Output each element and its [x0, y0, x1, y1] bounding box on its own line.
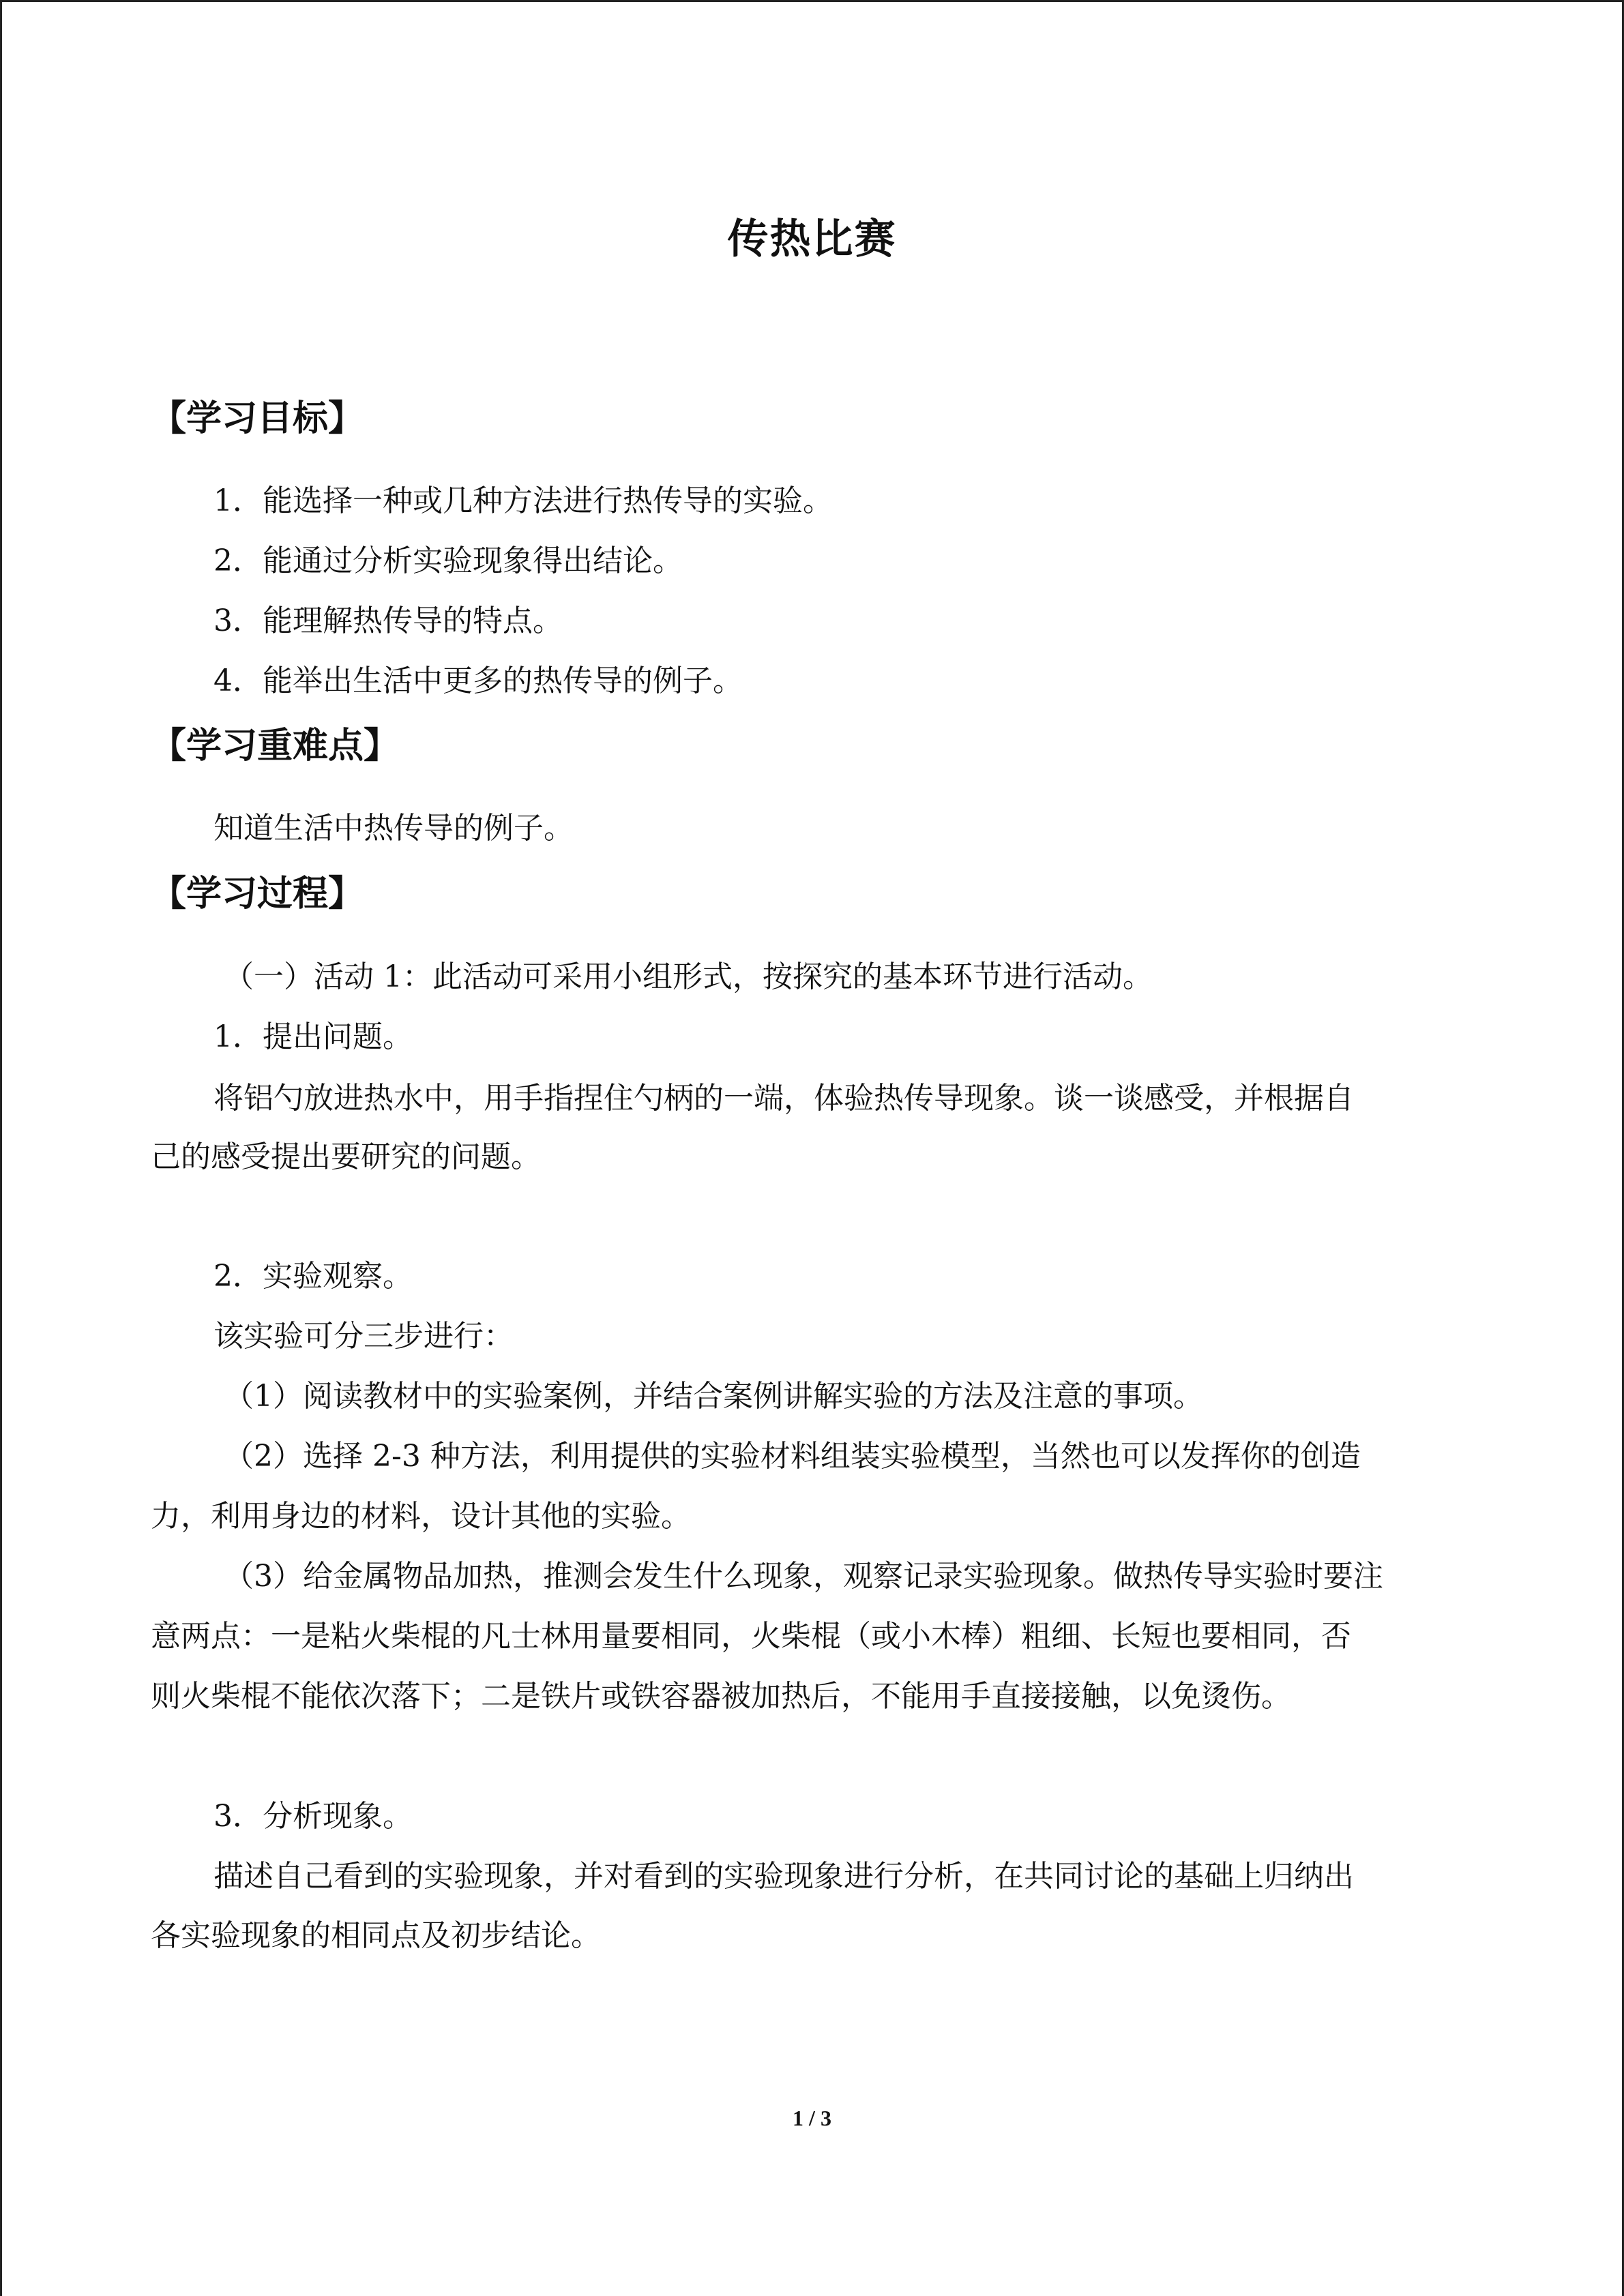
step-2-sub-3-line-3: 则火柴棍不能依次落下；二是铁片或铁容器被加热后，不能用手直接接触，以免烫伤。 — [151, 1679, 1291, 1714]
goal-item-1: 1．能选择一种或几种方法进行热传导的实验。 — [213, 483, 833, 518]
step-2-sub-2-line-2: 力，利用身边的材料，设计其他的实验。 — [151, 1499, 691, 1534]
activity-1-text: （一）活动 1：此活动可采用小组形式，按探究的基本环节进行活动。 — [224, 959, 1153, 994]
step-2-sub-1: （1）阅读教材中的实验案例，并结合案例讲解实验的方法及注意的事项。 — [224, 1379, 1203, 1414]
page-title: 传热比赛 — [727, 215, 897, 263]
step-3-line-1: 描述自己看到的实验现象，并对看到的实验现象进行分析，在共同讨论的基础上归纳出 — [213, 1859, 1354, 1894]
key-points-text: 知道生活中热传导的例子。 — [213, 811, 574, 846]
step-3-line-2: 各实验现象的相同点及初步结论。 — [151, 1918, 601, 1953]
step-2-intro: 该实验可分三步进行： — [213, 1319, 514, 1354]
step-1-line-2: 己的感受提出要研究的问题。 — [151, 1139, 541, 1174]
goal-item-3: 3．能理解热传导的特点。 — [213, 603, 563, 638]
section-heading-process: 【学习过程】 — [151, 874, 364, 914]
section-heading-goals: 【学习目标】 — [151, 398, 364, 439]
goal-item-4: 4．能举出生活中更多的热传导的例子。 — [213, 664, 743, 698]
step-2-sub-3-line-2: 意两点：一是粘火柴棍的凡士林用量要相同，火柴棍（或小木棒）粗细、长短也要相同，否 — [151, 1619, 1351, 1654]
step-2-sub-3-line-1: （3）给金属物品加热，推测会发生什么现象，观察记录实验现象。做热传导实验时要注 — [224, 1559, 1383, 1594]
step-1-line-1: 将铝勺放进热水中，用手指捏住勺柄的一端，体验热传导现象。谈一谈感受，并根据自 — [213, 1081, 1354, 1116]
page-number: 1 / 3 — [793, 2106, 831, 2130]
step-2-sub-2-line-1: （2）选择 2-3 种方法，利用提供的实验材料组装实验模型，当然也可以发挥你的创造 — [224, 1439, 1361, 1474]
section-heading-key-points: 【学习重难点】 — [151, 726, 400, 766]
step-1-title: 1．提出问题。 — [213, 1019, 413, 1054]
step-2-title: 2．实验观察。 — [213, 1259, 413, 1294]
goal-item-2: 2．能通过分析实验现象得出结论。 — [213, 543, 683, 578]
step-3-title: 3．分析现象。 — [213, 1799, 413, 1834]
